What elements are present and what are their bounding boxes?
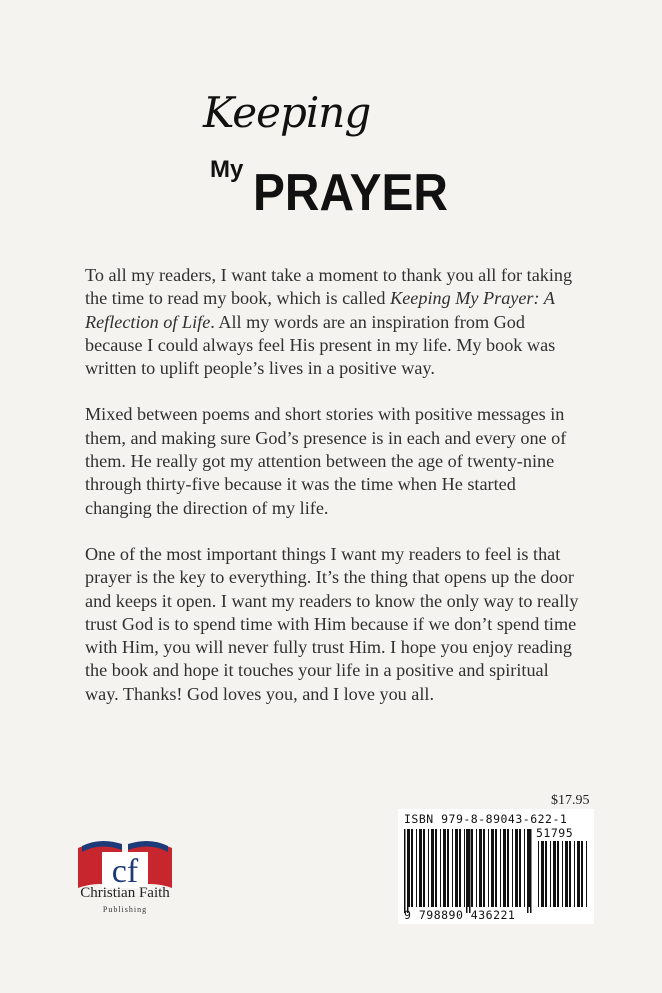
price-code: 51795 (536, 826, 574, 840)
publisher-name: Christian Faith (80, 885, 170, 901)
isbn-barcode (398, 809, 594, 924)
title-my: My (210, 156, 244, 183)
paragraph-2: Mixed between poems and short stories with positive messages in them, and making sure God’s presence is in each and every one of them. He really got my attention between the age of twenty-nine through thirty-five because it was the time when He started changing the direction of my life. (85, 404, 567, 518)
publisher-sub: Publishing (102, 905, 148, 914)
title-prayer: PRAYER (253, 164, 448, 222)
logo-monogram: cf (111, 853, 139, 890)
open-book-logo-icon (70, 830, 180, 890)
paragraph-1-end: . All my words are an inspiration from God because I could always feel His present in my life. My book was written to uplift people’s lives in a positive way. (85, 311, 556, 379)
paragraph-1 (85, 264, 585, 380)
ean-digits: 9 798890 436221 (404, 908, 516, 922)
paragraph-3: One of the most important things I want my readers to feel is that prayer is the key to everything. It’s the thing that opens up the door and keeps it open. I want my readers to know the only way to really trust God is to spend time with Him because if we don’t spend time with Him, you will never fully trust Him. I hope you enjoy reading the book and hope it touches your life in a positive and spiritual way. Thanks! God loves you, and I love you all. (85, 543, 579, 704)
paragraph-1-start: To all my readers, I want take a moment to thank you all for taking the time to read my book, which is called (85, 265, 573, 309)
isbn-text: ISBN 979-8-89043-622-1 (404, 812, 568, 826)
publisher-logo (70, 830, 180, 930)
title-keeping: Keeping (203, 88, 371, 137)
price-label: $17.95 (551, 793, 590, 808)
book-title-italic: Keeping My Prayer: A Reflection of Life (85, 288, 555, 332)
back-cover-blurb (85, 264, 585, 729)
